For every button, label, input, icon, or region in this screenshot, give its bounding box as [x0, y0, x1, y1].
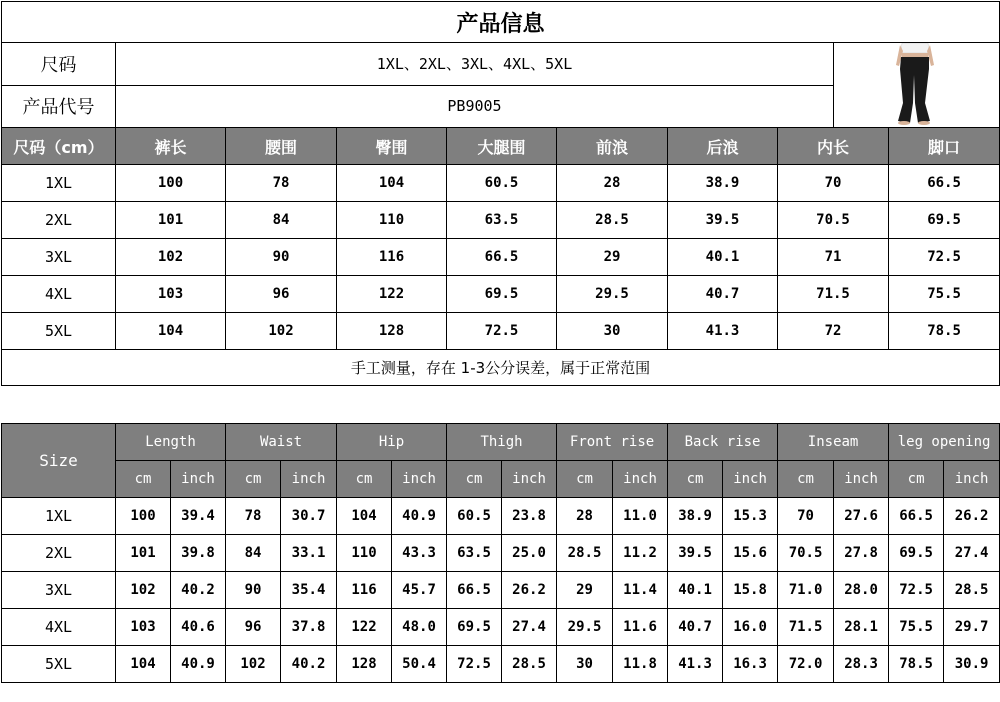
value-cell: 72.5: [889, 239, 1000, 276]
value-cell: 27.8: [834, 535, 889, 572]
value-cell: 72: [778, 313, 889, 350]
header-front-rise: 前浪: [557, 128, 668, 165]
value-cell: 28: [557, 498, 613, 535]
value-cell: 103: [116, 609, 171, 646]
value-cell: 26.2: [944, 498, 1000, 535]
value-cell: 72.5: [447, 646, 502, 683]
value-cell: 96: [226, 276, 337, 313]
value-cell: 128: [337, 313, 447, 350]
value-cell: 29: [557, 572, 613, 609]
value-cell: 29.7: [944, 609, 1000, 646]
value-cell: 38.9: [668, 498, 723, 535]
table-row: [2, 202, 1000, 239]
value-cell: 71.0: [778, 572, 834, 609]
value-cell: 25.0: [502, 535, 557, 572]
code-value: PB9005: [116, 85, 834, 128]
unit-inch-header: inch: [502, 461, 557, 498]
value-cell: 16.3: [723, 646, 778, 683]
value-cell: 29: [557, 239, 668, 276]
unit-cm-header: cm: [778, 461, 834, 498]
value-cell: 75.5: [889, 609, 944, 646]
table-row: [2, 535, 1000, 572]
group-header: Waist: [226, 424, 337, 461]
code-label: 产品代号: [2, 85, 116, 128]
value-cell: 50.4: [392, 646, 447, 683]
size-cell: 4XL: [2, 276, 116, 313]
value-cell: 37.8: [281, 609, 337, 646]
value-cell: 90: [226, 239, 337, 276]
value-cell: 27.4: [944, 535, 1000, 572]
value-cell: 78: [226, 165, 337, 202]
value-cell: 16.0: [723, 609, 778, 646]
value-cell: 15.6: [723, 535, 778, 572]
value-cell: 28.5: [557, 202, 668, 239]
value-cell: 84: [226, 535, 281, 572]
header-length: 裤长: [116, 128, 226, 165]
value-cell: 30: [557, 646, 613, 683]
value-cell: 28.5: [557, 535, 613, 572]
size-cell: 5XL: [2, 313, 116, 350]
value-cell: 66.5: [447, 572, 502, 609]
value-cell: 28.1: [834, 609, 889, 646]
unit-inch-header: inch: [171, 461, 226, 498]
value-cell: 28.5: [944, 572, 1000, 609]
value-cell: 11.8: [613, 646, 668, 683]
value-cell: 102: [226, 313, 337, 350]
value-cell: 69.5: [889, 535, 944, 572]
value-cell: 90: [226, 572, 281, 609]
value-cell: 66.5: [889, 165, 1000, 202]
value-cell: 41.3: [668, 313, 778, 350]
unit-cm-header: cm: [889, 461, 944, 498]
value-cell: 11.0: [613, 498, 668, 535]
value-cell: 28.5: [502, 646, 557, 683]
value-cell: 78.5: [889, 313, 1000, 350]
model-pants-image: [834, 43, 998, 127]
value-cell: 70: [778, 165, 889, 202]
value-cell: 72.5: [447, 313, 557, 350]
value-cell: 104: [116, 646, 171, 683]
value-cell: 40.6: [171, 609, 226, 646]
group-header: Length: [116, 424, 226, 461]
value-cell: 122: [337, 276, 447, 313]
value-cell: 72.5: [889, 572, 944, 609]
value-cell: 40.2: [171, 572, 226, 609]
header-inseam: 内长: [778, 128, 889, 165]
value-cell: 70.5: [778, 535, 834, 572]
value-cell: 39.8: [171, 535, 226, 572]
value-cell: 28: [557, 165, 668, 202]
value-cell: 15.3: [723, 498, 778, 535]
size-cell: 4XL: [2, 609, 116, 646]
header-hip: 臀围: [337, 128, 447, 165]
unit-cm-header: cm: [116, 461, 171, 498]
value-cell: 39.5: [668, 202, 778, 239]
unit-inch-header: inch: [613, 461, 668, 498]
value-cell: 27.6: [834, 498, 889, 535]
value-cell: 100: [116, 498, 171, 535]
value-cell: 84: [226, 202, 337, 239]
table-row: [2, 165, 1000, 202]
value-cell: 78: [226, 498, 281, 535]
value-cell: 96: [226, 609, 281, 646]
unit-cm-header: cm: [668, 461, 723, 498]
value-cell: 102: [116, 239, 226, 276]
value-cell: 71.5: [778, 609, 834, 646]
value-cell: 38.9: [668, 165, 778, 202]
size-cell: 1XL: [2, 498, 116, 535]
value-cell: 40.9: [392, 498, 447, 535]
value-cell: 11.2: [613, 535, 668, 572]
value-cell: 102: [116, 572, 171, 609]
value-cell: 122: [337, 609, 392, 646]
size-cell: 2XL: [2, 535, 116, 572]
value-cell: 71.5: [778, 276, 889, 313]
table-row: [2, 239, 1000, 276]
value-cell: 40.2: [281, 646, 337, 683]
value-cell: 75.5: [889, 276, 1000, 313]
value-cell: 60.5: [447, 165, 557, 202]
value-cell: 72.0: [778, 646, 834, 683]
value-cell: 102: [226, 646, 281, 683]
value-cell: 28.3: [834, 646, 889, 683]
unit-inch-header: inch: [723, 461, 778, 498]
group-header: Back rise: [668, 424, 778, 461]
value-cell: 41.3: [668, 646, 723, 683]
size-value: 1XL、2XL、3XL、4XL、5XL: [116, 43, 834, 86]
value-cell: 43.3: [392, 535, 447, 572]
unit-inch-header: inch: [392, 461, 447, 498]
value-cell: 104: [116, 313, 226, 350]
header-waist: 腰围: [226, 128, 337, 165]
value-cell: 33.1: [281, 535, 337, 572]
value-cell: 69.5: [447, 276, 557, 313]
header-size: Size: [2, 424, 116, 498]
unit-inch-header: inch: [944, 461, 1000, 498]
header-size-cm: 尺码（cm）: [2, 128, 116, 165]
value-cell: 71: [778, 239, 889, 276]
group-header: Thigh: [447, 424, 557, 461]
value-cell: 27.4: [502, 609, 557, 646]
value-cell: 78.5: [889, 646, 944, 683]
value-cell: 30.9: [944, 646, 1000, 683]
value-cell: 11.6: [613, 609, 668, 646]
value-cell: 101: [116, 535, 171, 572]
unit-inch-header: inch: [834, 461, 889, 498]
page-title: 产品信息: [2, 2, 1000, 43]
table-row: [2, 646, 1000, 683]
measurement-note: 手工测量，存在 1-3公分误差，属于正常范围: [2, 350, 1000, 386]
value-cell: 128: [337, 646, 392, 683]
value-cell: 28.0: [834, 572, 889, 609]
value-cell: 104: [337, 165, 447, 202]
value-cell: 66.5: [889, 498, 944, 535]
table-row: [2, 276, 1000, 313]
group-header: Front rise: [557, 424, 668, 461]
value-cell: 15.8: [723, 572, 778, 609]
header-back-rise: 后浪: [668, 128, 778, 165]
value-cell: 29.5: [557, 609, 613, 646]
value-cell: 101: [116, 202, 226, 239]
value-cell: 66.5: [447, 239, 557, 276]
value-cell: 30: [557, 313, 668, 350]
value-cell: 40.7: [668, 276, 778, 313]
value-cell: 100: [116, 165, 226, 202]
value-cell: 63.5: [447, 202, 557, 239]
value-cell: 48.0: [392, 609, 447, 646]
value-cell: 40.7: [668, 609, 723, 646]
size-label: 尺码: [2, 43, 116, 86]
unit-inch-header: inch: [281, 461, 337, 498]
group-header: leg opening: [889, 424, 1000, 461]
table-row: [2, 572, 1000, 609]
unit-cm-header: cm: [226, 461, 281, 498]
value-cell: 35.4: [281, 572, 337, 609]
value-cell: 103: [116, 276, 226, 313]
value-cell: 23.8: [502, 498, 557, 535]
value-cell: 45.7: [392, 572, 447, 609]
value-cell: 30.7: [281, 498, 337, 535]
value-cell: 63.5: [447, 535, 502, 572]
header-thigh: 大腿围: [447, 128, 557, 165]
value-cell: 60.5: [447, 498, 502, 535]
size-cell: 1XL: [2, 165, 116, 202]
value-cell: 110: [337, 202, 447, 239]
value-cell: 104: [337, 498, 392, 535]
value-cell: 39.4: [171, 498, 226, 535]
size-cell: 3XL: [2, 572, 116, 609]
value-cell: 70.5: [778, 202, 889, 239]
size-chart-table-en: [1, 423, 1000, 683]
header-leg-opening: 脚口: [889, 128, 1000, 165]
size-cell: 2XL: [2, 202, 116, 239]
table-row: [2, 609, 1000, 646]
group-header: Hip: [337, 424, 447, 461]
table-row: [2, 498, 1000, 535]
value-cell: 116: [337, 239, 447, 276]
value-cell: 40.1: [668, 239, 778, 276]
product-photo: [834, 43, 1000, 128]
value-cell: 70: [778, 498, 834, 535]
unit-cm-header: cm: [337, 461, 392, 498]
value-cell: 26.2: [502, 572, 557, 609]
size-cell: 5XL: [2, 646, 116, 683]
product-info-table-cn: [1, 1, 1000, 386]
value-cell: 110: [337, 535, 392, 572]
value-cell: 40.1: [668, 572, 723, 609]
size-cell: 3XL: [2, 239, 116, 276]
group-header: Inseam: [778, 424, 889, 461]
table-row: [2, 313, 1000, 350]
unit-cm-header: cm: [557, 461, 613, 498]
value-cell: 40.9: [171, 646, 226, 683]
value-cell: 39.5: [668, 535, 723, 572]
value-cell: 69.5: [447, 609, 502, 646]
unit-cm-header: cm: [447, 461, 502, 498]
value-cell: 11.4: [613, 572, 668, 609]
value-cell: 69.5: [889, 202, 1000, 239]
value-cell: 116: [337, 572, 392, 609]
value-cell: 29.5: [557, 276, 668, 313]
